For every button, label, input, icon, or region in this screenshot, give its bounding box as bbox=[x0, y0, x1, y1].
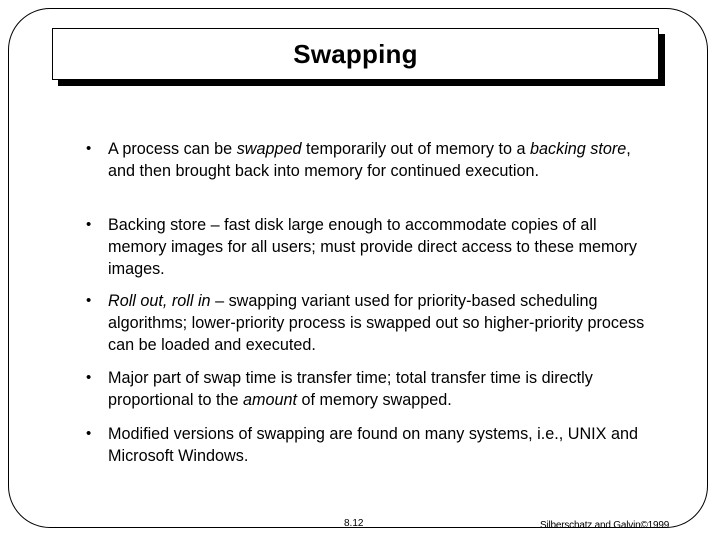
bullet-text bbox=[108, 423, 646, 467]
bullet-item bbox=[86, 367, 646, 411]
page-number: 8.12 bbox=[344, 518, 364, 529]
bullet-item bbox=[86, 138, 646, 182]
bullet-item bbox=[86, 214, 646, 280]
bullet-dot: • bbox=[86, 216, 92, 233]
bullet-text-segment: , and then brought back into memory for continued execution. bbox=[108, 140, 631, 180]
bullet-dot: • bbox=[86, 369, 92, 386]
bullet-text-segment: Modified versions of swapping are found on many systems, i.e., UNIX and Microsoft Windows. bbox=[108, 425, 638, 465]
bullet-item bbox=[86, 290, 646, 356]
bullet-text-segment: – swapping variant used for priority-based scheduling algorithms; lower-priority process is swapped out so higher-priority process can be loaded and executed. bbox=[108, 292, 645, 354]
bullet-dot: • bbox=[86, 140, 92, 157]
title-box bbox=[52, 28, 659, 80]
bullet-text bbox=[108, 367, 646, 411]
bullet-text-segment: Major part of swap time is transfer time; total transfer time is directly proportional to the bbox=[108, 369, 593, 409]
bullet-text-segment: Backing store – fast disk large enough to accommodate copies of all memory images for all users; must provide direct access to these memory images. bbox=[108, 216, 637, 278]
bullet-dot: • bbox=[86, 292, 92, 309]
bullet-text bbox=[108, 138, 646, 182]
emphasis-text: amount bbox=[243, 391, 297, 409]
bullet-text-segment: temporarily out of memory to a bbox=[301, 140, 531, 158]
bullet-text-segment: of memory swapped. bbox=[297, 391, 452, 409]
slide-title: Swapping bbox=[293, 38, 418, 69]
footer-credit: Silberschatz and Galvin©1999 bbox=[540, 520, 670, 531]
bullet-dot: • bbox=[86, 425, 92, 442]
bullet-item bbox=[86, 423, 646, 467]
bullet-text bbox=[108, 290, 646, 356]
bullet-text bbox=[108, 214, 646, 280]
emphasis-text: Roll out, roll in bbox=[108, 292, 211, 310]
emphasis-text: swapped bbox=[236, 140, 302, 158]
bullet-text-segment: A process can be bbox=[108, 140, 237, 158]
emphasis-text: backing store bbox=[530, 140, 627, 158]
